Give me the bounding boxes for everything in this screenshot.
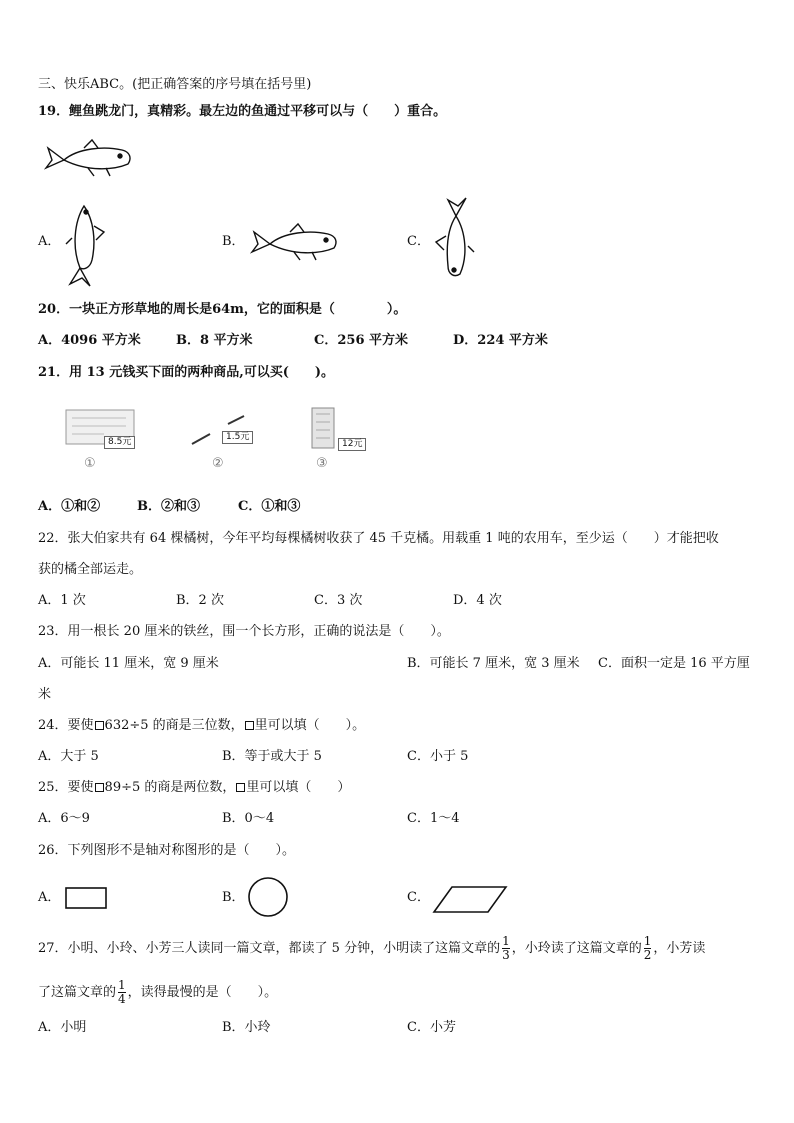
fish-original-image <box>44 136 134 182</box>
q19-option-c: C． <box>407 234 430 249</box>
q20-stem: 20．一块正方形草地的周长是64m，它的面积是（ ）。 <box>38 302 407 317</box>
product-2-label: ② <box>212 456 224 471</box>
fraction-one-third <box>502 935 510 962</box>
q24-stem-pre: 24．要使 <box>38 718 94 733</box>
q24-option-a: A．大于 5 <box>38 749 99 764</box>
q25-stem-end: 里可以填（ ） <box>246 780 351 795</box>
q21-option-b: B．②和③ <box>137 499 200 514</box>
fraction-one-quarter <box>118 979 126 1006</box>
product-3-label: ③ <box>316 456 328 471</box>
q25-option-c: C．1～4 <box>407 811 460 826</box>
q22-option-c: C．3 次 <box>314 593 363 608</box>
parallelogram-shape-icon <box>432 885 510 915</box>
q24-stem <box>38 717 365 735</box>
fraction-numerator: 1 <box>643 934 652 948</box>
q26-option-a: A． <box>38 890 61 905</box>
fish-option-b-image <box>250 220 342 266</box>
section-title: 三、快乐ABC。(把正确答案的序号填在括号里) <box>38 77 312 92</box>
q26-option-c: C． <box>407 890 430 905</box>
q22-option-b: B．2 次 <box>176 593 224 608</box>
q25-stem-post: 89÷5 的商是两位数， <box>104 780 236 795</box>
q23-stem: 23．用一根长 20 厘米的铁丝，围一个长方形，正确的说法是（ ）。 <box>38 624 450 639</box>
q20-option-b: B．8 平方米 <box>176 333 253 348</box>
q27-option-c: C．小芳 <box>407 1020 456 1035</box>
q20-option-d: D．224 平方米 <box>453 333 548 348</box>
q27-text-4: 了这篇文章的 <box>38 985 117 1000</box>
q19-stem: 19．鲤鱼跳龙门，真精彩。最左边的鱼通过平移可以与（ ）重合。 <box>38 104 447 119</box>
q27-line1 <box>38 935 705 963</box>
blank-box-icon <box>95 721 104 730</box>
q23-option-b: B．可能长 7 厘米，宽 3 厘米 <box>407 656 580 671</box>
blank-box-icon <box>236 783 245 792</box>
q25-option-b: B．0～4 <box>222 811 275 826</box>
q24-option-b: B．等于或大于 5 <box>222 749 322 764</box>
q27-text-5: ，读得最慢的是（ ）。 <box>127 985 278 1000</box>
q26-stem: 26．下列图形不是轴对称图形的是（ ）。 <box>38 843 296 858</box>
product-2-price: 1.5元 <box>222 431 253 444</box>
product-1-label: ① <box>84 456 96 471</box>
q19-option-b: B． <box>222 234 245 249</box>
rectangle-shape-icon <box>64 886 110 912</box>
fraction-denominator: 2 <box>643 948 652 962</box>
product-1-price: 8.5元 <box>104 436 135 449</box>
q21-option-a: A．①和② <box>38 499 101 514</box>
q26-option-b: B． <box>222 890 245 905</box>
q25-option-a: A．6～9 <box>38 811 90 826</box>
q25-stem <box>38 779 350 797</box>
fraction-one-half <box>644 935 652 962</box>
q22-option-d: D．4 次 <box>453 593 502 608</box>
q22-stem-line1: 22．张大伯家共有 64 棵橘树，今年平均每棵橘树收获了 45 千克橘。用载重 1 吨的农用车，至少运（ ）才能把收 <box>38 531 719 546</box>
q25-stem-pre: 25．要使 <box>38 780 94 795</box>
fish-option-c-image <box>432 196 480 288</box>
q23-option-a: A．可能长 11 厘米，宽 9 厘米 <box>38 656 219 671</box>
q21-option-c: C．①和③ <box>238 499 301 514</box>
q27-option-a: A．小明 <box>38 1020 87 1035</box>
q27-text-2: ，小玲读了这篇文章的 <box>511 941 642 956</box>
q27-text-1: 27．小明、小玲、小芳三人读同一篇文章，都读了 5 分钟，小明读了这篇文章的 <box>38 941 501 956</box>
blank-box-icon <box>95 783 104 792</box>
circle-shape-icon <box>245 877 291 917</box>
q22-option-a: A．1 次 <box>38 593 86 608</box>
q21-stem: 21．用 13 元钱买下面的两种商品,可以买( )。 <box>38 365 335 380</box>
q23-option-c: C．面积一定是 16 平方厘 <box>598 656 750 671</box>
q24-option-c: C．小于 5 <box>407 749 469 764</box>
fraction-denominator: 3 <box>502 948 510 962</box>
fish-option-a-image <box>60 198 110 288</box>
q19-option-a: A． <box>38 234 61 249</box>
q20-option-c: C．256 平方米 <box>314 333 409 348</box>
q20-option-a: A．4096 平方米 <box>38 333 141 348</box>
q27-option-b: B．小玲 <box>222 1020 271 1035</box>
product-3-price: 12元 <box>338 438 366 451</box>
q27-text-3: ，小芳读 <box>653 941 706 956</box>
q27-line2 <box>38 979 277 1007</box>
q22-stem-line2: 获的橘全部运走。 <box>38 562 143 577</box>
fraction-numerator: 1 <box>118 978 126 992</box>
blank-box-icon <box>245 721 254 730</box>
fraction-denominator: 4 <box>118 992 126 1006</box>
q23-option-c-wrap: 米 <box>38 687 52 702</box>
fraction-numerator: 1 <box>502 934 510 948</box>
q24-stem-end: 里可以填（ ）。 <box>254 718 366 733</box>
q24-stem-post: 632÷5 的商是三位数， <box>104 718 244 733</box>
